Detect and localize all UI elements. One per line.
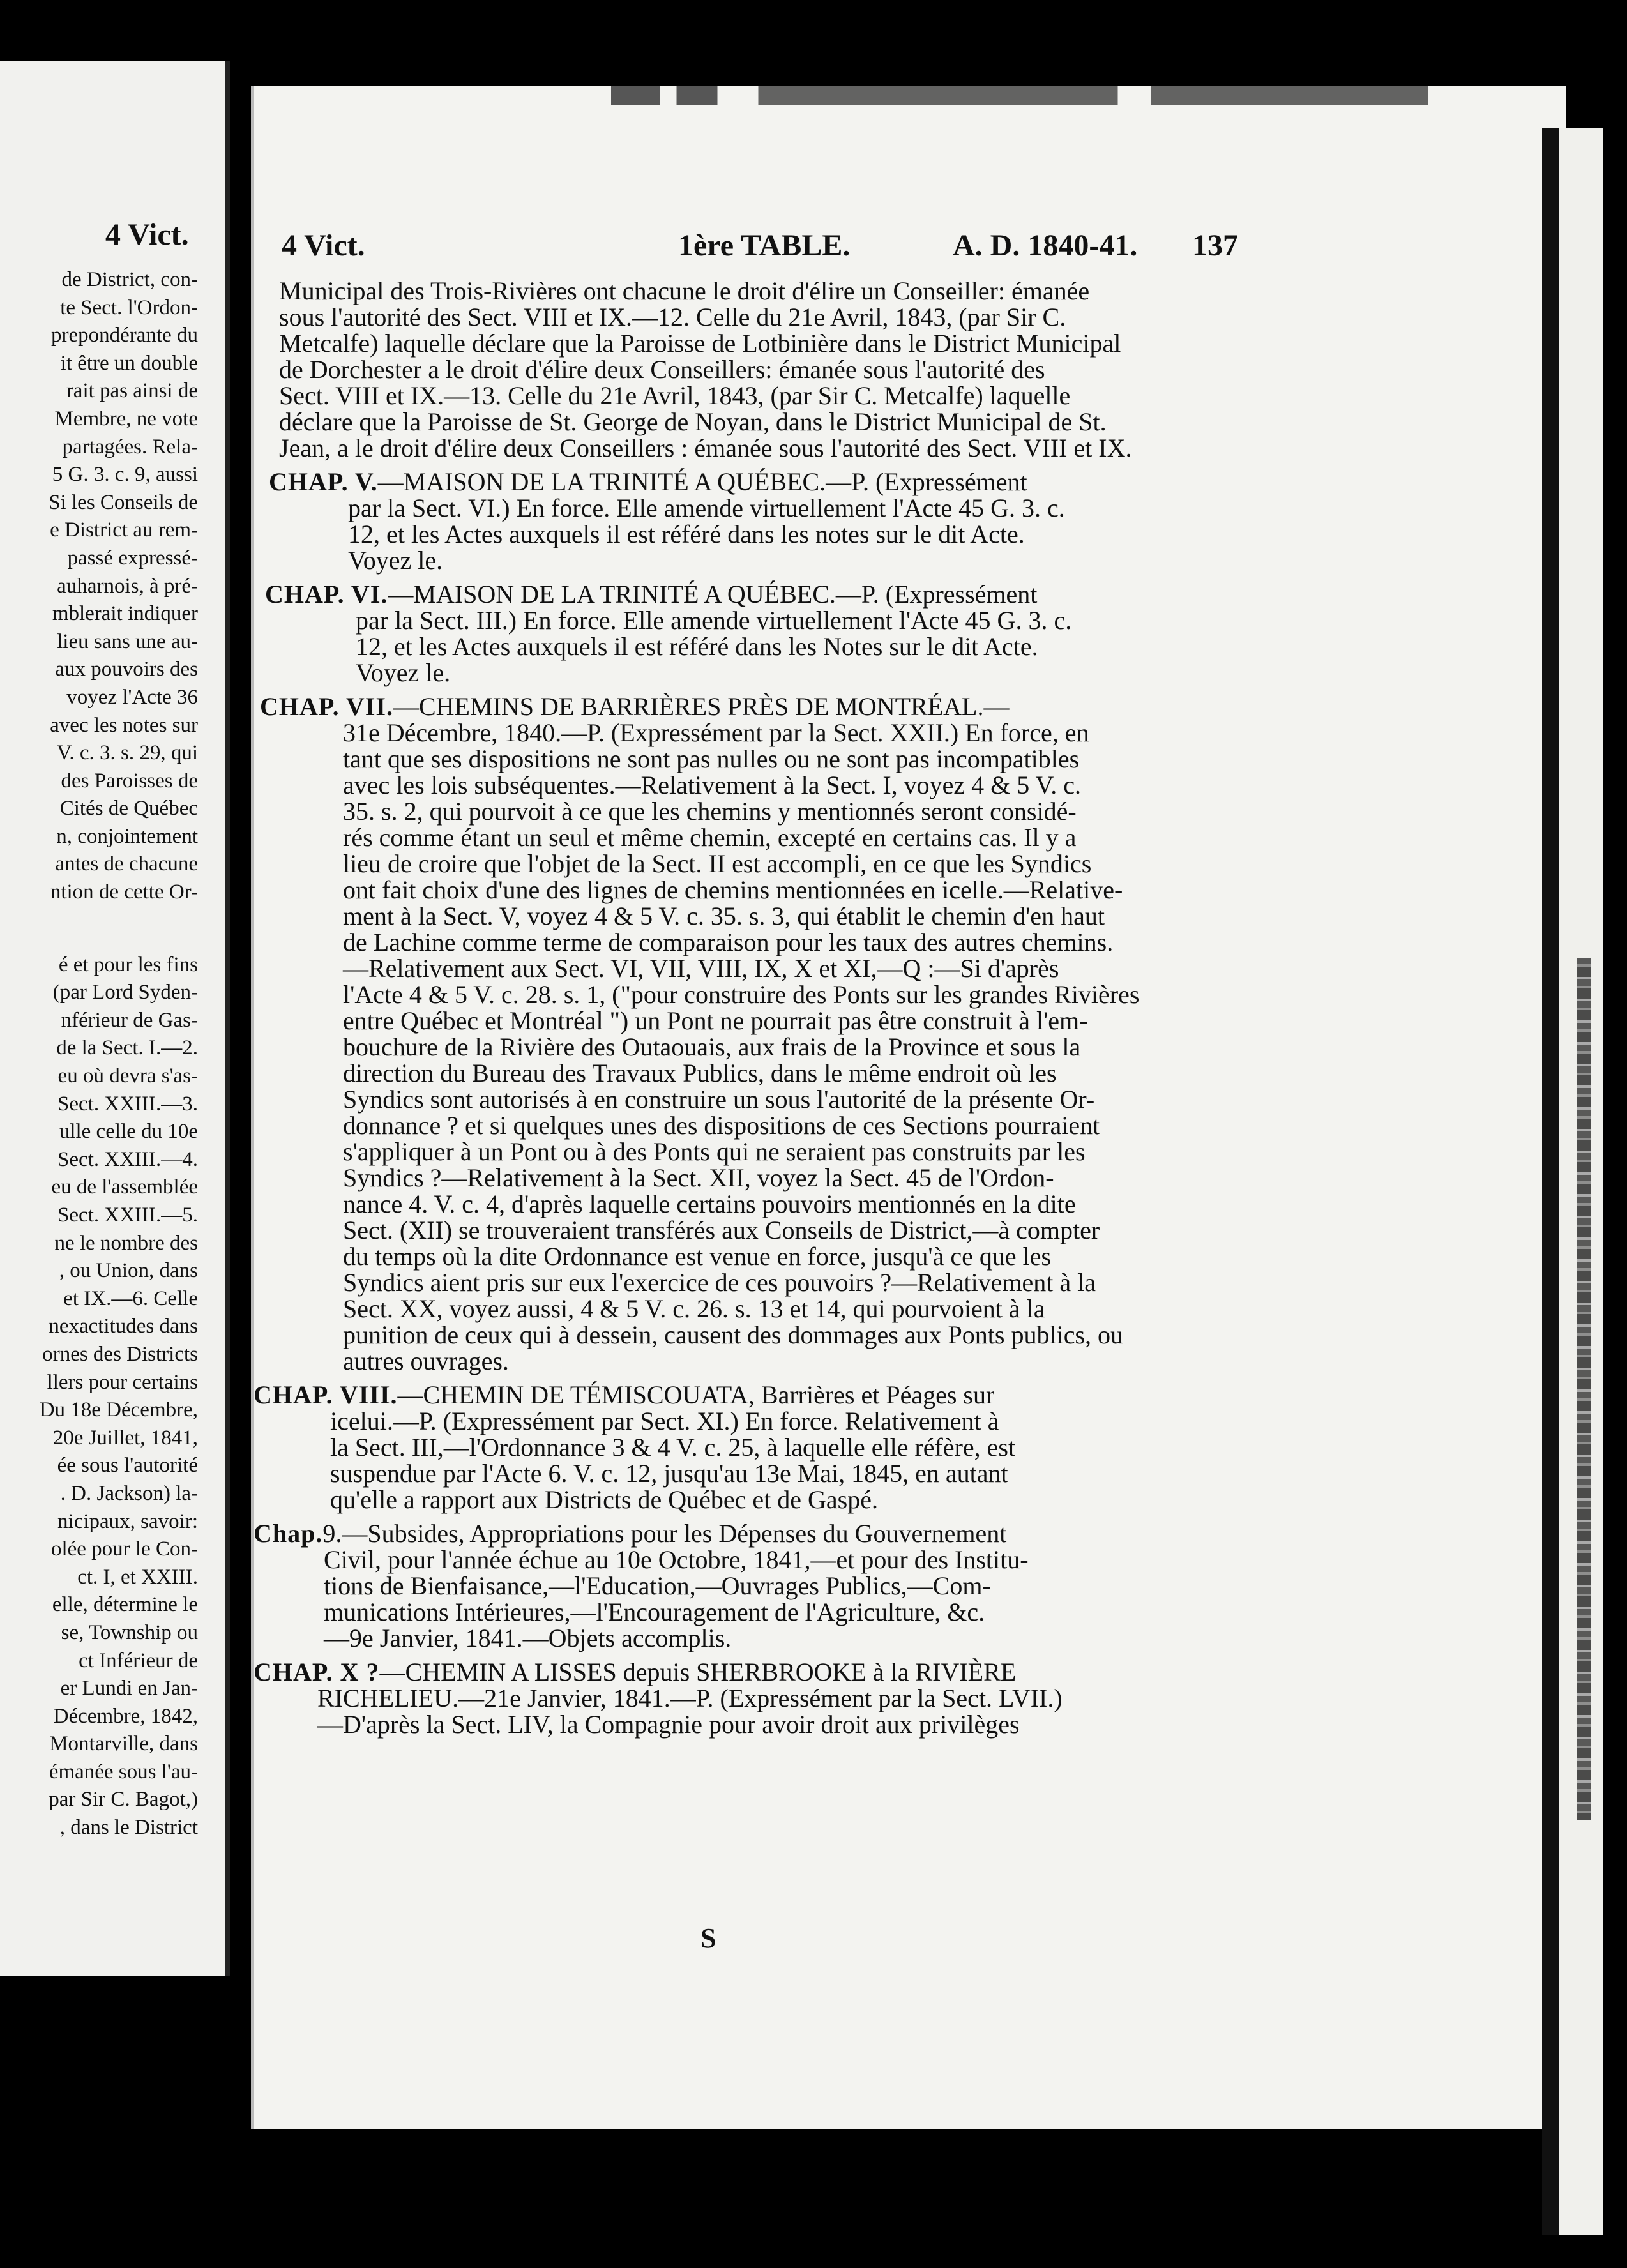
chapter-label: CHAP. V.: [269, 467, 378, 496]
text-line: 35. s. 2, qui pourvoit à ce que les chemins y mentionnés seront considé-: [343, 797, 1077, 826]
text-line: Syndics aient pris sur eux l'exercice de ces pouvoirs ?—Relativement à la: [343, 1268, 1096, 1297]
text-line: Civil, pour l'année échue au 10e Octobre, 1841,—et pour des Institu-: [324, 1545, 1029, 1574]
left-text-line: antes de chacune: [55, 852, 198, 876]
text-line: icelui.—P. (Expressément par Sect. XI.) En force. Relativement à: [330, 1407, 999, 1435]
chapter-title: 9.—Subsides, Appropriations pour les Dépenses du Gouvernement: [322, 1519, 1007, 1548]
adjacent-page-edge: [1559, 128, 1603, 2235]
adjacent-page-text-strip: [1577, 958, 1591, 1820]
text-line: donnance ? et si quelques unes des dispositions de ces Sections pourraient: [343, 1111, 1100, 1140]
text-line: par la Sect. VI.) En force. Elle amende virtuellement l'Acte 45 G. 3. c.: [348, 494, 1065, 522]
text-line: Voyez le.: [356, 658, 451, 687]
chapter-label: CHAP. VI.: [265, 580, 388, 609]
left-text-line: e District au rem-: [50, 518, 198, 542]
left-text-line: , ou Union, dans: [59, 1259, 198, 1283]
chapter-entry: [254, 469, 1566, 573]
text-line: du temps où la dite Ordonnance est venue en force, jusqu'à ce que les: [343, 1242, 1052, 1271]
text-line: Municipal des Trois-Rivières ont chacune le droit d'élire un Conseiller: émanée: [279, 276, 1090, 305]
page-body: [254, 278, 1566, 1737]
left-text-line: rait pas ainsi de: [66, 379, 198, 403]
left-text-line: Décembre, 1842,: [53, 1704, 198, 1728]
left-running-header: 4 Vict.: [105, 218, 189, 252]
text-line: entre Québec et Montréal ") un Pont ne pourrait pas être construit à l'em-: [343, 1006, 1088, 1035]
main-page: [251, 86, 1566, 2129]
chapter-entry: [254, 693, 1566, 1374]
chapter-label: Chap.: [254, 1519, 323, 1548]
text-line: RICHELIEU.—21e Janvier, 1841.—P. (Expressément par la Sect. LVII.): [317, 1684, 1063, 1712]
left-text-line: et IX.—6. Celle: [63, 1287, 198, 1310]
left-text-line: te Sect. l'Ordon-: [60, 296, 198, 319]
text-line: lieu de croire que l'objet de la Sect. II est accompli, en ce que les Syndics: [343, 849, 1092, 878]
running-header: [254, 228, 1566, 266]
chapter-title: —CHEMIN A LISSES depuis SHERBROOKE à la RIVIÈRE: [379, 1658, 1017, 1686]
chapter-label: CHAP. VIII.: [254, 1380, 398, 1409]
left-text-line: se, Township ou: [61, 1621, 198, 1644]
left-text-line: de District, con-: [61, 268, 198, 291]
left-text-line: 5 G. 3. c. 9, aussi: [52, 463, 198, 487]
chapter-entry: [254, 1520, 1566, 1651]
text-line: bouchure de la Rivière des Outaouais, aux frais de la Province et sous la: [343, 1032, 1081, 1061]
text-line: 12, et les Actes auxquels il est référé dans les Notes sur le dit Acte.: [356, 632, 1038, 661]
signature-mark: S: [700, 1923, 716, 1954]
text-line: Metcalfe) laquelle déclare que la Paroisse de Lotbinière dans le District Municipal: [279, 329, 1121, 358]
left-text-line: voyez l'Acte 36: [66, 685, 198, 709]
left-text-line: 20e Juillet, 1841,: [52, 1426, 198, 1449]
left-text-line: Du 18e Décembre,: [39, 1398, 198, 1422]
left-text-line: ne le nombre des: [54, 1231, 198, 1255]
left-text-line: ée sous l'autorité: [57, 1454, 198, 1478]
chapter-title: —CHEMIN DE TÉMISCOUATA, Barrières et Péages sur: [397, 1380, 995, 1409]
text-line: Voyez le.: [348, 546, 443, 575]
left-text-line: Sect. XXIII.—3.: [57, 1092, 198, 1115]
text-line: Sect. VIII et IX.—13. Celle du 21e Avril, 1843, (par Sir C. Metcalfe) laquelle: [279, 381, 1071, 410]
left-text-line: ct Inférieur de: [79, 1649, 198, 1672]
text-line: Syndics ?—Relativement à la Sect. XII, voyez la Sect. 45 de l'Ordon-: [343, 1163, 1054, 1192]
text-line: rés comme étant un seul et même chemin, excepté en certains cas. Il y a: [343, 823, 1077, 852]
left-text-line: V. c. 3. s. 29, qui: [56, 741, 198, 765]
left-text-line: nexactitudes dans: [49, 1315, 198, 1338]
text-line: ment à la Sect. V, voyez 4 & 5 V. c. 35. s. 3, qui établit le chemin d'en haut: [343, 902, 1105, 930]
left-text-line: elle, détermine le: [52, 1593, 198, 1617]
text-line: avec les lois subséquentes.—Relativement à la Sect. I, voyez 4 & 5 V. c.: [343, 771, 1082, 799]
page-number: 137: [1192, 229, 1238, 262]
left-text-line: partagées. Rela-: [62, 435, 198, 458]
table-title: 1ère TABLE.: [678, 229, 851, 262]
left-text-line: de la Sect. I.—2.: [56, 1036, 198, 1060]
text-line: 12, et les Actes auxquels il est référé dans les notes sur le dit Acte.: [348, 520, 1025, 548]
text-line: de Dorchester a le droit d'élire deux Conseillers: émanée sous l'autorité des: [279, 355, 1045, 384]
text-line: déclare que la Paroisse de St. George de Noyan, dans le District Municipal de St.: [279, 407, 1107, 436]
background-edge: [1603, 128, 1627, 2235]
text-line: autres ouvrages.: [343, 1347, 509, 1375]
left-text-line: ulle celle du 10e: [59, 1120, 198, 1144]
text-line: —9e Janvier, 1841.—Objets accomplis.: [324, 1624, 732, 1652]
text-line: tant que ses dispositions ne sont pas nulles ou ne sont pas incompatibles: [343, 745, 1080, 773]
text-line: qu'elle a rapport aux Districts de Québec et de Gaspé.: [330, 1485, 878, 1514]
left-text-line: ct. I, et XXIII.: [77, 1565, 198, 1589]
text-line: Syndics sont autorisés à en construire un sous l'autorité de la présente Or-: [343, 1085, 1095, 1114]
text-line: punition de ceux qui à dessein, causent des dommages aux Ponts publics, ou: [343, 1320, 1124, 1349]
regnal-year: 4 Vict.: [282, 229, 365, 262]
left-text-line: eu où devra s'as-: [57, 1064, 198, 1088]
left-text-line: lieu sans une au-: [57, 630, 198, 653]
chapter-title: —CHEMINS DE BARRIÈRES PRÈS DE MONTRÉAL.—: [393, 692, 1010, 721]
left-text-line: , dans le District: [59, 1816, 198, 1840]
left-page: [0, 61, 230, 1976]
left-text-line: par Sir C. Bagot,): [49, 1788, 198, 1811]
left-text-line: aux pouvoirs des: [55, 658, 198, 681]
year-range: A. D. 1840-41.: [953, 229, 1138, 262]
text-line: Jean, a le droit d'élire deux Conseillers : émanée sous l'autorité des Sect. VIII et IX.: [279, 434, 1132, 462]
chapter-entry: [254, 581, 1566, 686]
text-line: l'Acte 4 & 5 V. c. 28. s. 1, ("pour construire des Ponts sur les grandes Rivières: [343, 980, 1140, 1009]
chapter-title: —MAISON DE LA TRINITÉ A QUÉBEC.—P. (Expressément: [377, 467, 1027, 496]
left-text-line: nférieur de Gas-: [61, 1008, 198, 1032]
text-line: sous l'autorité des Sect. VIII et IX.—12. Celle du 21e Avril, 1843, (par Sir C.: [279, 303, 1066, 331]
text-line: suspendue par l'Acte 6. V. c. 12, jusqu'au 13e Mai, 1845, en autant: [330, 1459, 1008, 1488]
chapter-title: —MAISON DE LA TRINITÉ A QUÉBEC.—P. (Expressément: [388, 580, 1038, 609]
text-line: la Sect. III,—l'Ordonnance 3 & 4 V. c. 25, à laquelle elle réfère, est: [330, 1433, 1016, 1462]
left-text-line: passé expressé-: [67, 546, 198, 570]
left-text-line: er Lundi en Jan-: [60, 1677, 198, 1700]
left-text-line: Cités de Québec: [59, 797, 198, 820]
text-line: 31e Décembre, 1840.—P. (Expressément par la Sect. XXII.) En force, en: [343, 718, 1089, 747]
text-line: —Relativement aux Sect. VI, VII, VIII, IX, X et XI,—Q :—Si d'après: [343, 954, 1059, 983]
left-text-line: mblerait indiquer: [52, 602, 198, 626]
page-edge-shadow: [1542, 128, 1559, 2235]
left-text-line: . D. Jackson) la-: [60, 1481, 198, 1505]
left-text-line: prepondérante du: [51, 324, 198, 347]
left-text-line: olée pour le Con-: [50, 1538, 198, 1561]
text-line: nance 4. V. c. 4, d'après laquelle certains pouvoirs mentionnés en la dite: [343, 1190, 1076, 1218]
left-text-line: llers pour certains: [47, 1370, 198, 1394]
left-text-line: Membre, ne vote: [54, 407, 198, 430]
left-text-line: it être un double: [60, 351, 198, 375]
left-page-text: [40, 266, 198, 1842]
text-line: s'appliquer à un Pont ou à des Ponts qui ne seraient pas construits par les: [343, 1137, 1086, 1166]
left-text-line: ntion de cette Or-: [50, 881, 198, 904]
text-line: de Lachine comme terme de comparaison pour les taux des autres chemins.: [343, 928, 1114, 956]
left-text-line: auharnois, à pré-: [57, 574, 198, 598]
left-text-line: des Paroisses de: [61, 769, 198, 792]
text-line: Sect. (XII) se trouveraient transférés aux Conseils de District,—à compter: [343, 1216, 1100, 1244]
left-text-line: eu de l'assemblée: [51, 1176, 198, 1199]
left-text-line: Montarville, dans: [49, 1732, 198, 1756]
chapter-entry: [254, 1659, 1566, 1737]
left-text-line: Sect. XXIII.—5.: [57, 1204, 198, 1227]
left-text-line: émanée sous l'au-: [49, 1760, 198, 1783]
left-text-line: é et pour les fins: [58, 953, 198, 976]
left-text-line: Si les Conseils de: [49, 490, 198, 514]
text-line: tions de Bienfaisance,—l'Education,—Ouvrages Publics,—Com-: [324, 1571, 991, 1600]
text-line: Sect. XX, voyez aussi, 4 & 5 V. c. 26. s. 13 et 14, qui pourvoient à la: [343, 1294, 1045, 1323]
chapter-entry: [254, 1382, 1566, 1513]
bleed-through-header: [611, 86, 1428, 105]
text-line: —D'après la Sect. LIV, la Compagnie pour avoir droit aux privilèges: [317, 1710, 1020, 1739]
text-line: munications Intérieures,—l'Encouragement de l'Agriculture, &c.: [324, 1598, 985, 1626]
left-text-line: (par Lord Syden-: [52, 981, 198, 1004]
left-text-line: ornes des Districts: [42, 1342, 198, 1366]
chapter-label: CHAP. X ?: [254, 1658, 380, 1686]
text-line: direction du Bureau des Travaux Publics, dans le même endroit où les: [343, 1059, 1057, 1087]
left-text-line: nicipaux, savoir:: [57, 1509, 198, 1533]
left-text-line: avec les notes sur: [50, 713, 198, 737]
chapter-label: CHAP. VII.: [260, 692, 393, 721]
opening-paragraph: [254, 278, 1566, 461]
text-line: par la Sect. III.) En force. Elle amende virtuellement l'Acte 45 G. 3. c.: [356, 606, 1072, 635]
text-line: ont fait choix d'une des lignes de chemins mentionnées en icelle.—Relative-: [343, 875, 1123, 904]
left-text-line: n, conjointement: [56, 824, 198, 848]
left-text-line: Sect. XXIII.—4.: [57, 1147, 198, 1171]
